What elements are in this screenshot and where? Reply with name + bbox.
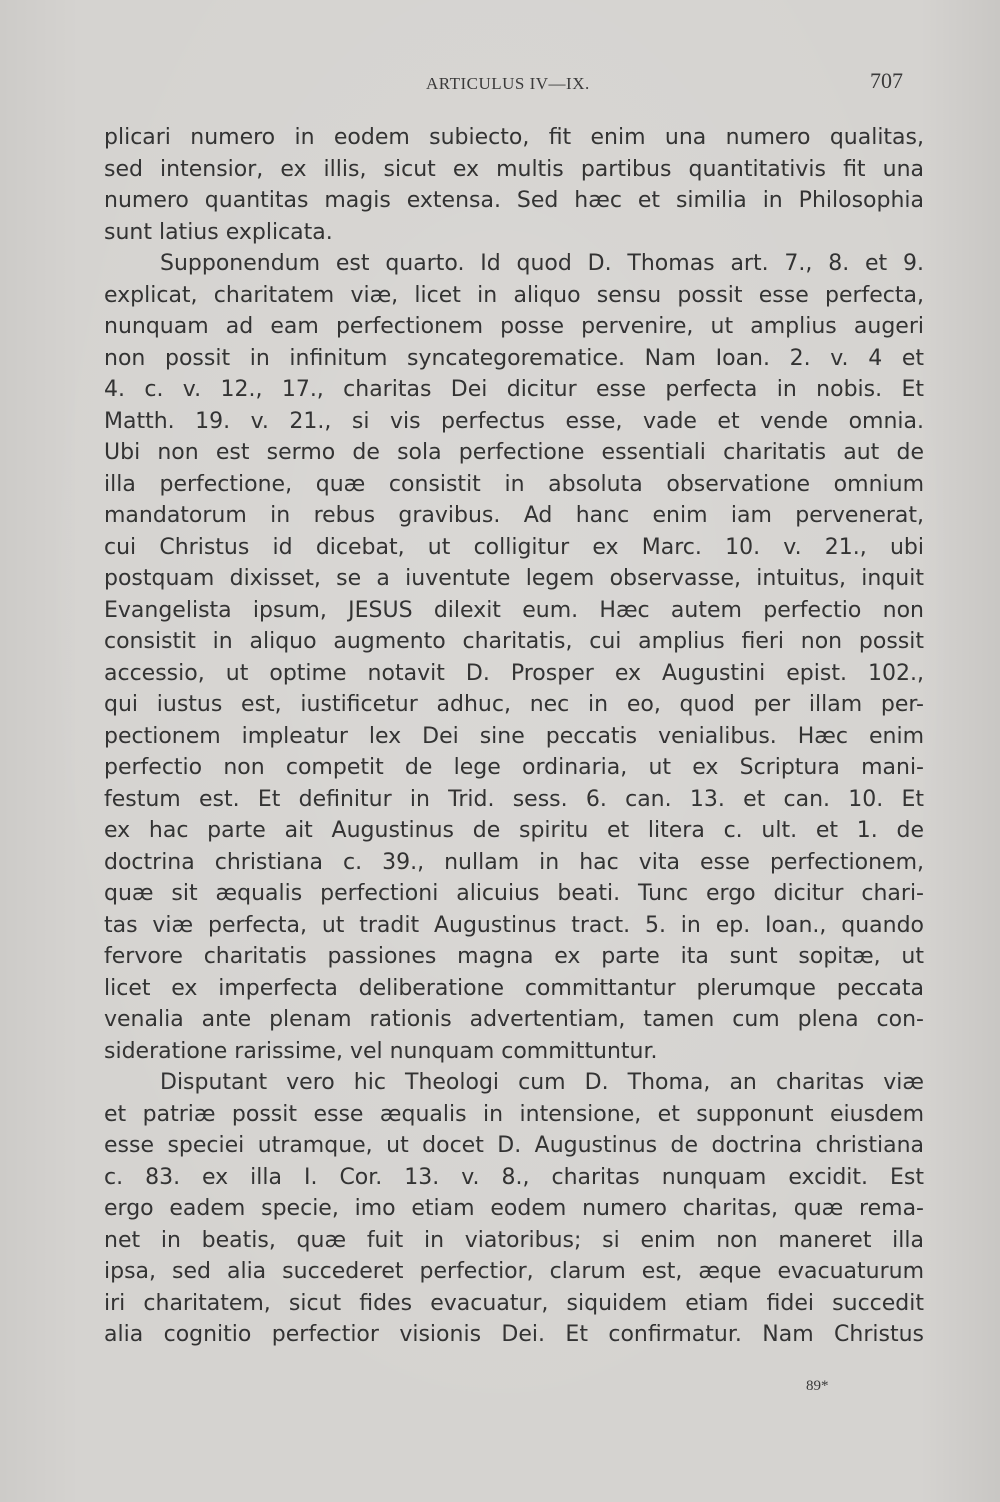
text-line: qui iustus est, iustificetur adhuc, nec in eo, quod per illam per- xyxy=(104,692,924,717)
text-line: quæ sit æqualis perfectioni alicuius beati. Tunc ergo dicitur chari- xyxy=(104,881,924,906)
text-line: Disputant vero hic Theologi cum D. Thoma, an charitas viæ xyxy=(160,1070,924,1095)
text-line: mandatorum in rebus gravibus. Ad hanc enim iam pervenerat, xyxy=(104,503,924,528)
text-line: tas viæ perfecta, ut tradit Augustinus tract. 5. in ep. Ioan., quando xyxy=(104,912,924,938)
running-head: ARTICULUS IV—IX. xyxy=(426,74,590,93)
text-line: nunquam ad eam perfectionem posse pervenire, ut amplius augeri xyxy=(104,314,924,339)
text-line: iri charitatem, sicut fides evacuatur, siquidem etiam fidei succedit xyxy=(104,1290,924,1316)
text-line: alia cognitio perfectior visionis Dei. Et confirmatur. Nam Christus xyxy=(104,1322,924,1347)
page-number: 707 xyxy=(870,68,903,93)
text-line: explicat, charitatem viæ, licet in aliquo sensu possit esse perfecta, xyxy=(104,282,924,308)
text-line: numero quantitas magis extensa. Sed hæc et similia in Philosophia xyxy=(104,188,924,213)
text-line: sunt latius explicata. xyxy=(104,219,333,245)
text-line: Evangelista ipsum, JESUS dilexit eum. Hæc autem perfectio non xyxy=(104,597,924,623)
text-line: fervore charitatis passiones magna ex parte ita sunt sopitæ, ut xyxy=(104,944,924,969)
signature-mark: 89* xyxy=(806,1378,829,1394)
text-line: esse speciei utramque, ut docet D. Augustinus de doctrina christiana xyxy=(104,1133,924,1158)
text-line: postquam dixisset, se a iuventute legem observasse, intuitus, inquit xyxy=(104,566,924,591)
text-line: sideratione rarissime, vel nunquam committuntur. xyxy=(104,1038,658,1064)
text-line: pectionem impleatur lex Dei sine peccatis venialibus. Hæc enim xyxy=(104,723,924,749)
text-line: 4. c. v. 12., 17., charitas Dei dicitur esse perfecta in nobis. Et xyxy=(104,377,924,402)
text-line: cui Christus id dicebat, ut colligitur ex Marc. 10. v. 21., ubi xyxy=(104,534,924,560)
text-line: perfectio non competit de lege ordinaria, ut ex Scriptura mani- xyxy=(104,755,924,780)
text-line: c. 83. ex illa I. Cor. 13. v. 8., charitas nunquam excidit. Est xyxy=(104,1164,924,1190)
text-line: licet ex imperfecta deliberatione committantur plerumque peccata xyxy=(104,975,924,1001)
text-line: doctrina christiana c. 39., nullam in hac vita esse perfectionem, xyxy=(104,849,924,875)
text-line: non possit in infinitum syncategorematice. Nam Ioan. 2. v. 4 et xyxy=(104,345,924,371)
text-line: Ubi non est sermo de sola perfectione essentiali charitatis aut de xyxy=(104,440,924,465)
text-line: sed intensior, ex illis, sicut ex multis partibus quantitativis fit una xyxy=(104,156,924,182)
text-line: venalia ante plenam rationis advertentiam, tamen cum plena con- xyxy=(104,1007,924,1032)
text-line: net in beatis, quæ fuit in viatoribus; si enim non maneret illa xyxy=(104,1227,924,1253)
text-line: ex hac parte ait Augustinus de spiritu et litera c. ult. et 1. de xyxy=(104,818,924,843)
text-line: festum est. Et definitur in Trid. sess. 6. can. 13. et can. 10. Et xyxy=(104,786,924,812)
text-line: ergo eadem specie, imo etiam eodem numero charitas, quæ rema- xyxy=(104,1196,924,1221)
text-line: et patriæ possit esse æqualis in intensione, et supponunt eiusdem xyxy=(104,1101,924,1127)
body-text xyxy=(104,122,924,1351)
text-line: plicari numero in eodem subiecto, fit enim una numero qualitas, xyxy=(104,125,924,150)
text-line: Matth. 19. v. 21., si vis perfectus esse, vade et vende omnia. xyxy=(104,408,924,434)
text-line: Supponendum est quarto. Id quod D. Thomas art. 7., 8. et 9. xyxy=(160,251,924,276)
text-line: ipsa, sed alia succederet perfectior, clarum est, æque evacuaturum xyxy=(104,1259,924,1284)
text-line: illa perfectione, quæ consistit in absoluta observatione omnium xyxy=(104,471,924,497)
text-line: accessio, ut optime notavit D. Prosper ex Augustini epist. 102., xyxy=(104,660,924,686)
text-line: consistit in aliquo augmento charitatis, cui amplius fieri non possit xyxy=(104,629,924,654)
